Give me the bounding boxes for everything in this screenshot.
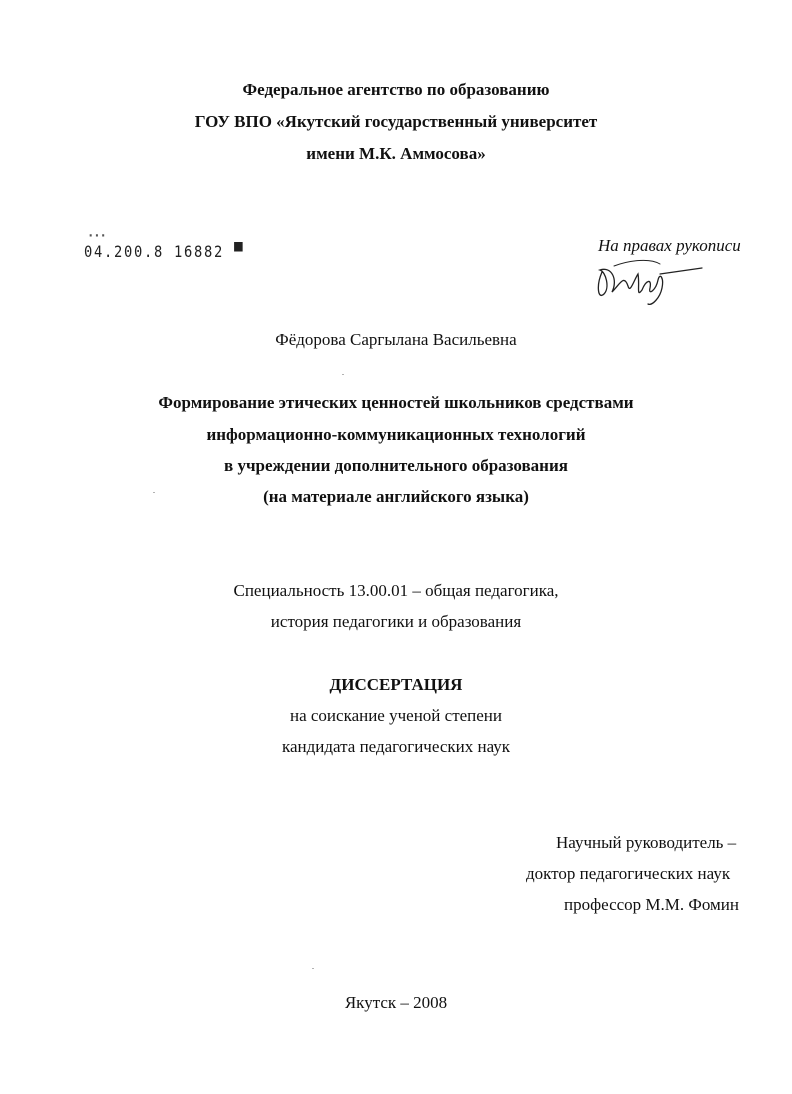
degree-line-1: на соискание ученой степени xyxy=(289,706,503,725)
scan-speck xyxy=(342,374,344,375)
supervisor-label: Научный руководитель – xyxy=(556,833,737,852)
title-line-1: Формирование этических ценностей школьников средствами xyxy=(158,393,634,412)
scan-speck xyxy=(153,492,155,493)
title-line-4: (на материале английского языка) xyxy=(263,487,529,506)
title-line-2: информационно-коммуникационных технологий xyxy=(206,425,586,444)
university-name: ГОУ ВПО «Якутский государственный университет xyxy=(194,112,598,131)
city-year: Якутск – 2008 xyxy=(344,993,448,1012)
degree-line-2: кандидата педагогических наук xyxy=(281,737,511,756)
manuscript-rights-note: На правах рукописи xyxy=(598,236,741,255)
registration-number-text: 04.200.8 16882 xyxy=(84,242,225,261)
university-name-cont: имени М.К. Аммосова» xyxy=(306,144,486,163)
supervisor-degree: доктор педагогических наук xyxy=(526,864,731,883)
signature-icon xyxy=(590,250,710,310)
title-line-3: в учреждении дополнительного образования xyxy=(224,456,568,475)
agency-name: Федеральное агентство по образованию xyxy=(242,80,550,99)
specialty-line-1: Специальность 13.00.01 – общая педагогика, xyxy=(233,581,559,600)
supervisor-name: профессор М.М. Фомин xyxy=(564,895,739,914)
stamp-dot-icon: ▀ xyxy=(234,242,245,261)
specialty-line-2: история педагогики и образования xyxy=(270,612,522,631)
stamp-mark: ▪ ▪ ▪ xyxy=(89,232,105,239)
registration-number xyxy=(84,232,245,261)
author-name: Фёдорова Саргылана Васильевна xyxy=(275,330,517,349)
work-type: ДИССЕРТАЦИЯ xyxy=(329,675,463,694)
scan-speck xyxy=(312,968,314,969)
